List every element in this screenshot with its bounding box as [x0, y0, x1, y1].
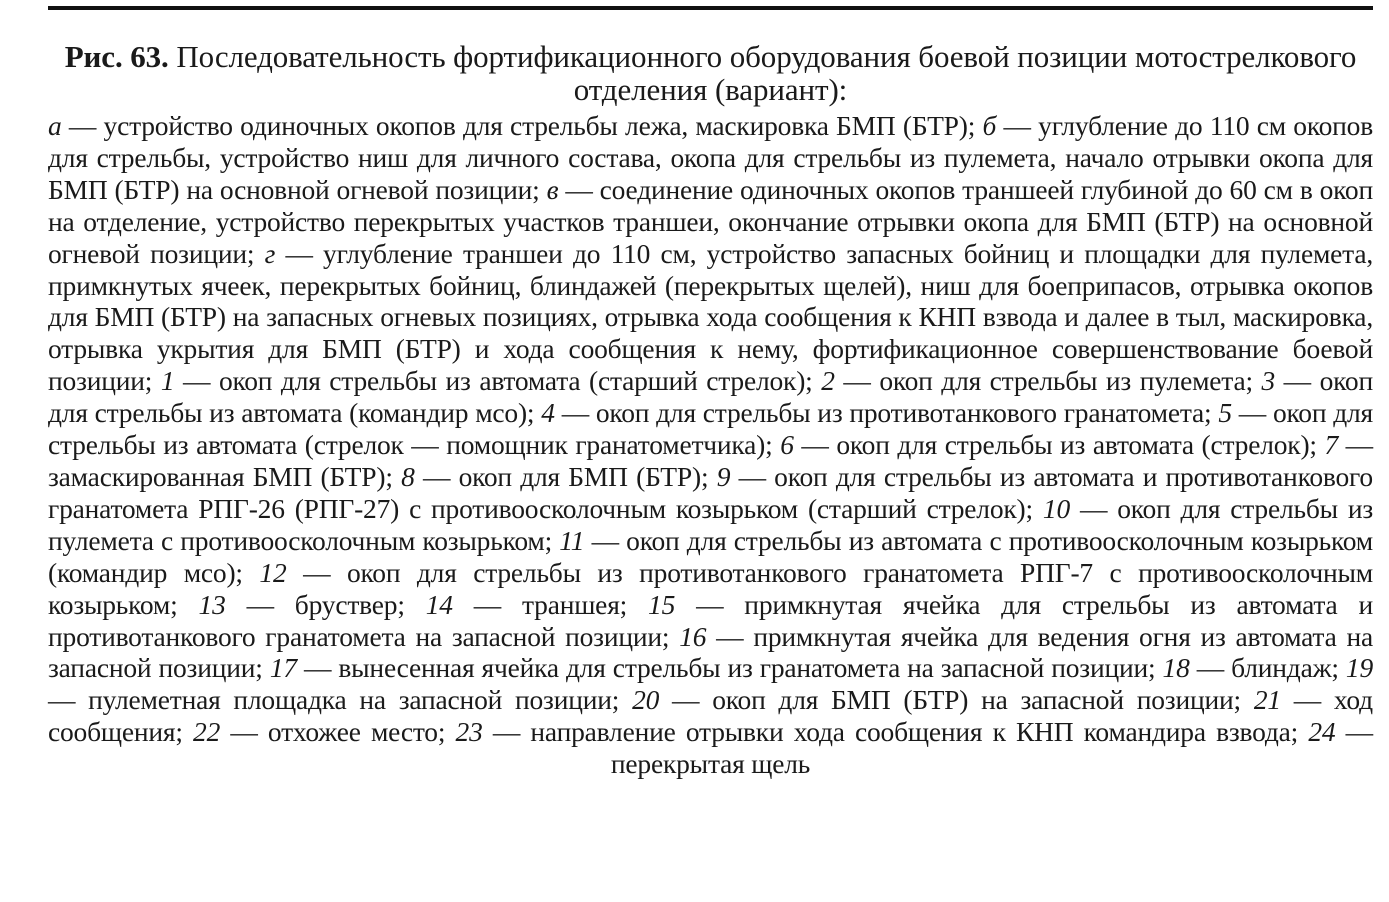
legend-item	[426, 589, 627, 620]
legend-item	[541, 397, 1211, 428]
legend-item-text: окоп для БМП (БТР) на запасной позиции;	[712, 684, 1241, 716]
legend-item-text: окоп для стрельбы из автомата (старший стрелок);	[218, 365, 813, 397]
legend-item-separator: —	[793, 429, 837, 461]
legend-item-separator: —	[584, 524, 627, 556]
legend-item-key: 2	[821, 365, 835, 397]
legend-item-key: 18	[1162, 652, 1190, 684]
legend-item	[456, 716, 1299, 747]
legend-item-key: 15	[648, 588, 676, 620]
legend-item-text: углубление траншеи до 110 см, устройство запасных бойниц и площадки для пулемета, примкнутых ячеек, перекрытых бойниц, блиндажей (перекрытых щелей), ниш для боеприпасов, отрывка окопов для БМП (БТР) на запасных огневых позициях, отрывка хода сообщения к КНП взвода и далее в тыл, маскировка, отрывка укрытия для БМП (БТР) и хода сообщения к нему, фортификационное совершенствование боевой позиции;	[48, 237, 1373, 397]
legend-item-separator: —	[482, 716, 531, 748]
legend-item-key: 13	[198, 588, 226, 620]
legend-item-key: 11	[559, 524, 585, 556]
legend-item-text: бруствер;	[294, 588, 405, 620]
legend-item-separator: —	[1275, 365, 1320, 397]
legend-item-key: 5	[1218, 397, 1232, 429]
legend-item-separator: —	[220, 716, 268, 748]
legend-item-separator: —	[554, 397, 596, 429]
legend-item-key: 6	[780, 429, 794, 461]
legend-item-key: а	[48, 110, 62, 141]
legend-item-separator: —	[1231, 397, 1273, 429]
legend-item-key: 20	[632, 684, 660, 716]
legend-item-text: окоп для БМП (БТР);	[458, 460, 709, 492]
legend-item-separator: —	[1070, 492, 1118, 524]
legend-item-text: окоп для стрельбы из автомата (командир мсо);	[48, 365, 1373, 429]
legend-item-key: 23	[455, 716, 483, 748]
legend-item-text: блиндаж;	[1231, 652, 1339, 684]
legend-item-key: 16	[679, 620, 707, 652]
legend-item-key: 24	[1308, 716, 1336, 748]
legend-item-separator: —	[1189, 652, 1232, 684]
legend-item-text: устройство одиночных окопов для стрельбы лежа, маскировка БМП (БТР);	[103, 110, 976, 141]
legend-item-key: г	[264, 237, 276, 269]
legend-item-separator: —	[659, 684, 713, 716]
legend-item-separator: —	[1280, 684, 1334, 716]
legend-item-separator: —	[275, 237, 324, 269]
legend-item-key: 12	[259, 556, 287, 588]
legend-item-key: 1	[160, 365, 175, 397]
legend-item-key: 8	[401, 460, 415, 492]
legend-item-key: 22	[193, 716, 221, 748]
legend-item-text: перекрытая щель	[610, 748, 811, 780]
legend-item-key: 14	[425, 588, 453, 620]
legend-item-key: 10	[1042, 492, 1070, 524]
legend-item-separator: —	[296, 652, 339, 684]
figure-title: Последовательность фортификационного оборудования боевой позиции мотострелкового отделения (вариант):	[176, 39, 1357, 107]
legend-item-separator: —	[174, 365, 219, 397]
legend-item-separator: —	[706, 620, 754, 652]
legend-item-text: окоп для стрельбы из автомата с противоосколочным козырьком (командир мсо);	[48, 524, 1374, 588]
legend-item-text: соединение одиночных окопов траншеей глубиной до 60 см в окоп на отделение, устройство перекрытых участков траншеи, окончание отрывки окопа для БМП (БТР) на основной огневой позиции;	[48, 173, 1373, 269]
legend-item	[821, 365, 1253, 396]
legend-item-separator: —	[675, 588, 745, 620]
legend-item	[1163, 652, 1339, 683]
figure-title-line	[48, 40, 1373, 106]
legend-item-separator: —	[48, 684, 89, 716]
figure-label: Рис. 63.	[64, 39, 169, 74]
legend-item	[401, 461, 708, 492]
figure-legend	[48, 110, 1373, 780]
legend-item-text: окоп для стрельбы из противотанкового гранатомета РПГ-7 с противоосколочным козырьком;	[48, 556, 1373, 620]
legend-item-key: 4	[541, 397, 555, 429]
legend-item-text: окоп для стрельбы из автомата (стрелок — помощник гранатометчика);	[48, 397, 1373, 461]
legend-item-separator: —	[452, 588, 522, 620]
legend-item-text: углубление до 110 см окопов для стрельбы, устройство ниш для личного состава, окопа для стрельбы из пулемета, начало отрывки окопа для БМП (БТР) на основной огневой позиции;	[48, 110, 1374, 205]
top-rule-divider	[48, 6, 1373, 10]
legend-item-separator: —	[1335, 716, 1373, 748]
legend-item	[780, 429, 1317, 460]
legend-item-key: 9	[716, 460, 731, 492]
legend-item	[48, 110, 975, 141]
legend-item-text: окоп для стрельбы из автомата (стрелок);	[836, 429, 1317, 461]
legend-item-text: окоп для стрельбы из пулемета с противоосколочным козырьком;	[48, 492, 1374, 556]
legend-item-separator: —	[225, 588, 295, 620]
legend-item-separator: —	[996, 110, 1039, 141]
legend-item-separator: —	[834, 365, 880, 397]
legend-item-text: вынесенная ячейка для стрельбы из гранатомета на запасной позиции;	[338, 652, 1156, 684]
legend-item-text: направление отрывки хода сообщения к КНП командира взвода;	[530, 716, 1299, 748]
legend-item-separator: —	[61, 110, 104, 141]
legend-item-text: окоп для стрельбы из противотанкового гранатомета;	[595, 397, 1212, 429]
legend-item-separator: —	[730, 460, 775, 492]
legend-item-separator: —	[286, 556, 347, 588]
legend-item-text: замаскированная БМП (БТР);	[48, 460, 393, 492]
legend-item-key: 21	[1253, 684, 1281, 716]
legend-item-text: примкнутая ячейка для ведения огня из автомата на запасной позиции;	[48, 620, 1373, 684]
legend-item-key: 19	[1345, 652, 1373, 684]
legend-item-text: ход сообщения;	[48, 684, 1373, 748]
legend-item-separator: —	[1338, 429, 1373, 461]
legend-item-key: в	[546, 173, 559, 205]
legend-item	[193, 716, 445, 747]
legend-item-text: окоп для стрельбы из пулемета;	[879, 365, 1253, 397]
legend-item-key: б	[982, 110, 997, 141]
legend-item-text: траншея;	[521, 588, 628, 620]
legend-item-text: отхожее место;	[267, 716, 446, 748]
legend-item	[270, 652, 1156, 683]
legend-item-separator: —	[558, 173, 600, 205]
figure-caption	[48, 40, 1373, 780]
legend-item-key: 7	[1324, 429, 1339, 461]
legend-item	[632, 684, 1241, 715]
legend-item-text: окоп для стрельбы из автомата и противотанкового гранатомета РПГ-26 (РПГ-27) с противоосколочным козырьком (старший стрелок);	[48, 460, 1373, 524]
legend-item	[161, 365, 813, 396]
legend-item-key: 3	[1261, 365, 1276, 397]
legend-item-key: 17	[269, 652, 297, 684]
legend-item-separator: —	[414, 460, 459, 492]
legend-item-text: пулеметная площадка на запасной позиции;	[88, 684, 620, 716]
legend-item	[199, 589, 405, 620]
legend-item-text: примкнутая ячейка для стрельбы из автомата и противотанкового гранатомета на запасной позиции;	[48, 588, 1373, 652]
